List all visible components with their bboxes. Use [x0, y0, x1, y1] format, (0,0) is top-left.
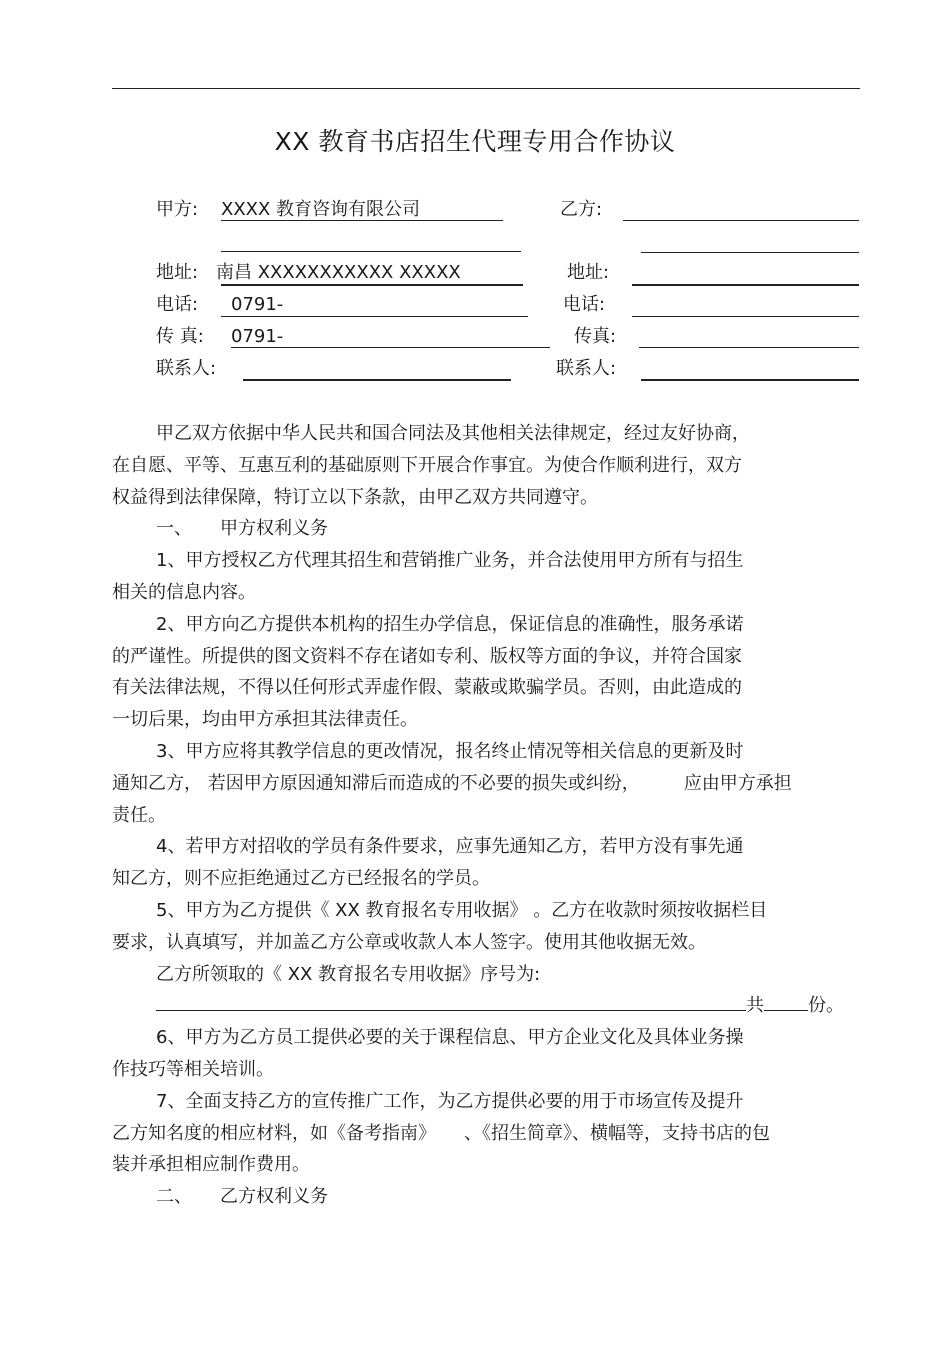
- party-a-contact-label: 联系人:: [156, 358, 217, 379]
- document-title: XX 教育书店招生代理专用合作协议: [274, 127, 676, 156]
- party-b-address-underline: [632, 284, 859, 286]
- item-1-line: 1、甲方授权乙方代理其招生和营销推广业务，并合法使用甲方所有与招生: [156, 550, 744, 572]
- section-1-number: 一、: [156, 518, 192, 540]
- party-a-name-underline-2: [221, 251, 521, 252]
- party-a-fax-underline: [231, 347, 550, 348]
- item-7-line: 装并承担相应制作费用。: [112, 1154, 310, 1176]
- party-a-address-underline: [221, 284, 523, 286]
- header-rule: [112, 88, 860, 89]
- item-7-line: 7、全面支持乙方的宣传推广工作，为乙方提供必要的用于市场宣传及提升: [156, 1090, 744, 1112]
- receipt-count-blank: [764, 993, 808, 1011]
- item-1-line: 相关的信息内容。: [112, 581, 256, 603]
- party-b-name-label: 乙方:: [560, 199, 603, 220]
- party-a-name-underline: [221, 220, 503, 221]
- party-b-address-label: 地址:: [567, 262, 610, 283]
- intro-line: 甲乙双方依据中华人民共和国合同法及其他相关法律规定，经过友好协商，: [156, 423, 750, 444]
- item-7-line-part: 、《招生简章》、横幅等，支持书店的包: [464, 1122, 770, 1144]
- section-2-heading: [112, 1181, 852, 1213]
- party-b-contact-label: 联系人:: [556, 358, 617, 379]
- receipt-total-pre: 共: [746, 995, 764, 1017]
- party-a-name-value: XXXX 教育咨询有限公司: [221, 199, 421, 220]
- party-b-name-underline: [623, 220, 859, 221]
- party-b-fax-label: 传真:: [574, 326, 617, 347]
- party-b-name-underline-2: [641, 252, 859, 253]
- item-6-line: 6、甲方为乙方员工提供必要的关于课程信息、甲方企业文化及具体业务操: [156, 1027, 744, 1049]
- receipt-serial-blank: [156, 993, 746, 1011]
- party-b-phone-underline: [632, 316, 859, 317]
- intro-line: 权益得到法律保障，特订立以下条款，由甲乙双方共同遵守。: [112, 486, 598, 508]
- party-a-phone-value: 0791-: [231, 294, 284, 315]
- party-a-contact-underline: [243, 379, 511, 381]
- item-6-line: 作技巧等相关培训。: [112, 1058, 274, 1080]
- item-3-line: 责任。: [112, 804, 166, 826]
- item-5-line: 要求，认真填写，并加盖乙方公章或收款人本人签字。使用其他收据无效。: [112, 931, 706, 953]
- item-4-line: 4、若甲方对招收的学员有条件要求，应事先通知乙方，若甲方没有事先通: [156, 836, 744, 858]
- party-a-fax-label: 传 真:: [156, 326, 204, 347]
- section-2-title: 乙方权利义务: [220, 1186, 328, 1208]
- party-a-name-label: 甲方:: [156, 199, 199, 220]
- party-b-phone-label: 电话:: [563, 294, 606, 315]
- item-4-line: 知乙方，则不应拒绝通过乙方已经报名的学员。: [112, 868, 490, 890]
- item-3-line: 3、甲方应将其教学信息的更改情况，报名终止情况等相关信息的更新及时: [156, 740, 744, 762]
- item-3-line-part: 应由甲方承担: [683, 772, 792, 794]
- intro-line: 在自愿、平等、互惠互利的基础原则下开展合作事宜。为使合作顺利进行，双方: [112, 454, 742, 476]
- receipt-total-line: [112, 990, 852, 1022]
- contract-body: [112, 418, 852, 1213]
- receipt-total-post: 份。: [808, 995, 844, 1017]
- item-7-line: [112, 1118, 852, 1150]
- receipt-serial-line: 乙方所领取的《 XX 教育报名专用收据》序号为:: [156, 963, 541, 985]
- party-a-fax-value: 0791-: [231, 326, 284, 347]
- item-2-line: 有关法律法规，不得以任何形式弄虚作假、蒙蔽或欺骗学员。否则，由此造成的: [112, 677, 742, 699]
- item-2-line: 2、甲方向乙方提供本机构的招生办学信息，保证信息的准确性，服务承诺: [156, 613, 744, 635]
- item-7-line-part: 乙方知名度的相应材料，如《备考指南》: [112, 1122, 436, 1144]
- item-5-line: 5、甲方为乙方提供《 XX 教育报名专用收据》 。乙方在收款时须按收据栏目: [156, 899, 768, 921]
- item-2-line: 一切后果，均由甲方承担其法律责任。: [112, 709, 418, 731]
- party-a-address-label: 地址:: [156, 262, 199, 283]
- party-a-phone-underline: [221, 316, 528, 317]
- party-a-address-value: 南昌 XXXXXXXXXXX XXXXX: [216, 262, 461, 283]
- section-2-number: 二、: [156, 1186, 192, 1208]
- party-b-fax-underline: [639, 347, 859, 348]
- item-2-line: 的严谨性。所提供的图文资料不存在诸如专利、版权等方面的争议，并符合国家: [112, 645, 742, 667]
- section-1-title: 甲方权利义务: [220, 518, 328, 540]
- item-3-line: [112, 768, 852, 800]
- section-1-heading: [112, 513, 852, 545]
- party-a-phone-label: 电话:: [156, 294, 199, 315]
- party-b-contact-underline: [641, 379, 859, 381]
- item-3-line-part: 通知乙方， 若因甲方原因通知滞后而造成的不必要的损失或纠纷，: [112, 772, 640, 794]
